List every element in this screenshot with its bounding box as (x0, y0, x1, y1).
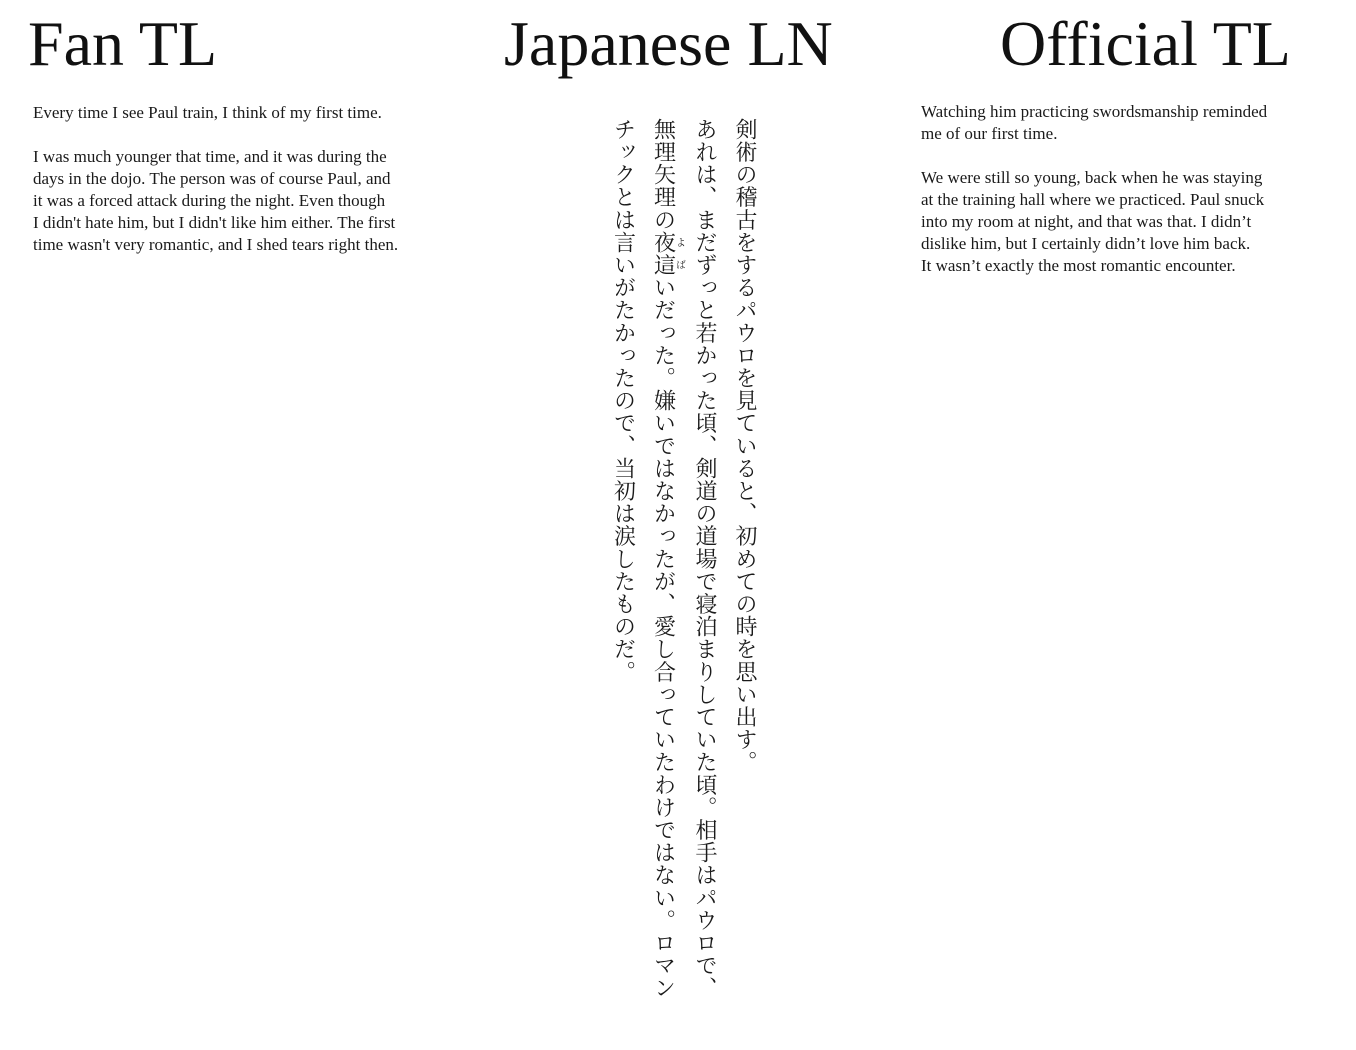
furigana-yoba (650, 231, 685, 277)
japanese-ln-column (603, 118, 765, 1028)
official-tl-paragraph-1: Watching him practicing swordsmanship reminded me of our first time. (921, 102, 1268, 143)
heading-fan-tl: Fan TL (28, 8, 218, 79)
furigana-reading: よば (673, 231, 685, 277)
fan-tl-column (33, 102, 463, 278)
official-tl-column (921, 101, 1331, 299)
furigana-base: 夜這 (650, 231, 676, 277)
japanese-ln-line-3-end: いだった。嫌いではなかったが、愛し合っていたわけではない。ロマン (650, 276, 676, 1000)
fan-tl-paragraph-2: I was much younger that time, and it was during the days in the dojo. The person was of course Paul, and it was a forced attack during the night. Even though I didn't hate him, but I didn't like him either. The first time wasn't very romantic, and I shed tears right then. (33, 147, 399, 254)
japanese-ln-line-1: 剣術の稽古をするパウロを見ていると、初めての時を思い出す。 (732, 118, 757, 774)
official-tl-paragraph-2: We were still so young, back when he was staying at the training hall where we practiced. Paul snuck into my room at night, and that was that. I didn’t dislike him, but I certainly didn’t love him back. It wasn’t exactly the most romantic encounter. (921, 168, 1265, 275)
japanese-ln-line-4: チックとは言いがたかったので、当初は涙したものだ。 (610, 118, 636, 683)
japanese-ln-line-2: あれは、まだずっと若かった頃、剣道の道場で寝泊まりしていた頃。相手はパウロで、 (692, 118, 717, 1000)
japanese-ln-line-3-start: 無理矢理の (650, 118, 676, 231)
fan-tl-paragraph-1: Every time I see Paul train, I think of my first time. (33, 103, 382, 122)
japanese-ln-line-3 (643, 118, 685, 1028)
heading-official-tl: Official TL (1000, 8, 1291, 79)
heading-japanese-ln: Japanese LN (504, 8, 833, 79)
